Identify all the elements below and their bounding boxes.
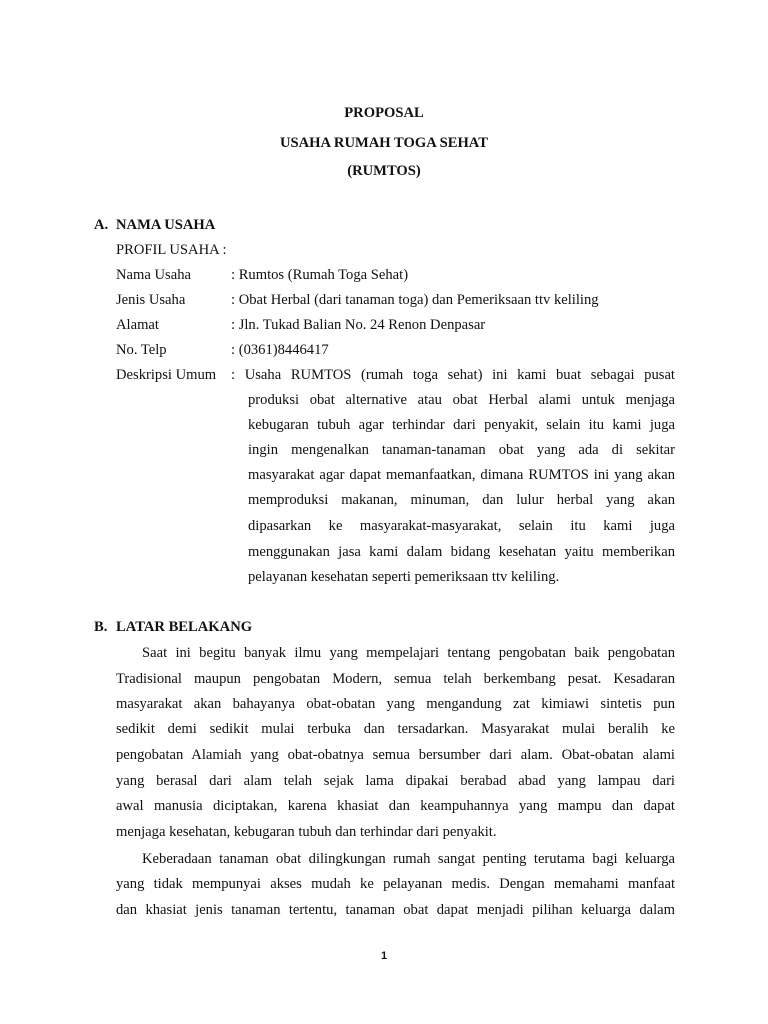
page-number: 1 <box>380 950 388 962</box>
section-a-letter: A. <box>94 217 109 233</box>
section-b-letter: B. <box>94 619 108 635</box>
title-proposal: PROPOSAL <box>344 105 424 121</box>
row-value-telp: : (0361)8446417 <box>231 342 329 358</box>
description-line: ingin mengenalkan tanaman-tanaman obat yang ada di sekitar <box>248 442 675 458</box>
row-label-telp: No. Telp <box>116 342 167 358</box>
paragraph-line: pengobatan Alamiah yang obat-obatnya semua bersumber dari alam. Obat-obatan alami <box>116 747 675 763</box>
row-value-nama-usaha: : Rumtos (Rumah Toga Sehat) <box>231 267 409 283</box>
section-a-heading: NAMA USAHA <box>116 217 216 233</box>
paragraph-line: sedikit demi sedikit mulai terbuka dan tersadarkan. Masyarakat mulai beralih ke <box>116 721 675 737</box>
title-business-name: USAHA RUMAH TOGA SEHAT <box>279 135 488 151</box>
row-value-alamat: : Jln. Tukad Balian No. 24 Renon Denpasar <box>231 317 486 333</box>
description-line: : Usaha RUMTOS (rumah toga sehat) ini kami buat sebagai pusat <box>231 367 675 383</box>
description-line: dipasarkan ke masyarakat-masyarakat, selain itu kami juga <box>248 518 675 534</box>
row-label-alamat: Alamat <box>116 317 159 333</box>
title-abbreviation: (RUMTOS) <box>347 163 421 179</box>
paragraph-line: yang berasal dari alam telah sejak lama dipakai berabad abad yang lampau dari <box>116 773 675 789</box>
profile-label: PROFIL USAHA : <box>116 242 227 258</box>
description-line: kebugaran tubuh agar terhindar dari penyakit, selain itu kami juga <box>248 417 675 433</box>
description-line: pelayanan kesehatan seperti pemeriksaan ttv keliling. <box>248 569 560 585</box>
paragraph-line: Tradisional maupun pengobatan Modern, semua telah berkembang pesat. Kesadaran <box>116 671 675 687</box>
paragraph-line: dan khasiat jenis tanaman tertentu, tanaman obat dapat menjadi pilihan keluarga dalam <box>116 902 675 918</box>
section-b-heading: LATAR BELAKANG <box>116 619 253 635</box>
paragraph-line: Keberadaan tanaman obat dilingkungan rumah sangat penting terutama bagi keluarga <box>142 851 675 867</box>
description-line: produksi obat alternative atau obat Herbal alami untuk menjaga <box>248 392 675 408</box>
description-line: masyarakat agar dapat memanfaatkan, dimana RUMTOS ini yang akan <box>248 467 675 483</box>
row-label-jenis-usaha: Jenis Usaha <box>116 292 186 308</box>
description-label: Deskripsi Umum <box>116 367 217 383</box>
row-label-nama-usaha: Nama Usaha <box>116 267 191 283</box>
paragraph-line: awal manusia diciptakan, karena khasiat dan keampuhannya yang mampu dan dapat <box>116 798 675 814</box>
paragraph-line: Saat ini begitu banyak ilmu yang mempelajari tentang pengobatan baik pengobatan <box>142 645 675 661</box>
paragraph-line: yang tidak mempunyai akses mudah ke pelayanan medis. Dengan memahami manfaat <box>116 876 675 892</box>
description-line: memproduksi makanan, minuman, dan lulur herbal yang akan <box>248 492 675 508</box>
row-value-jenis-usaha: : Obat Herbal (dari tanaman toga) dan Pemeriksaan ttv keliling <box>231 292 599 308</box>
paragraph-line: masyarakat akan bahayanya obat-obatan yang mengandung zat kimiawi sintetis pun <box>116 696 675 712</box>
description-line: menggunakan jasa kami dalam bidang kesehatan yaitu memberikan <box>248 544 675 560</box>
paragraph-line: menjaga kesehatan, kebugaran tubuh dan terhindar dari penyakit. <box>116 824 497 840</box>
